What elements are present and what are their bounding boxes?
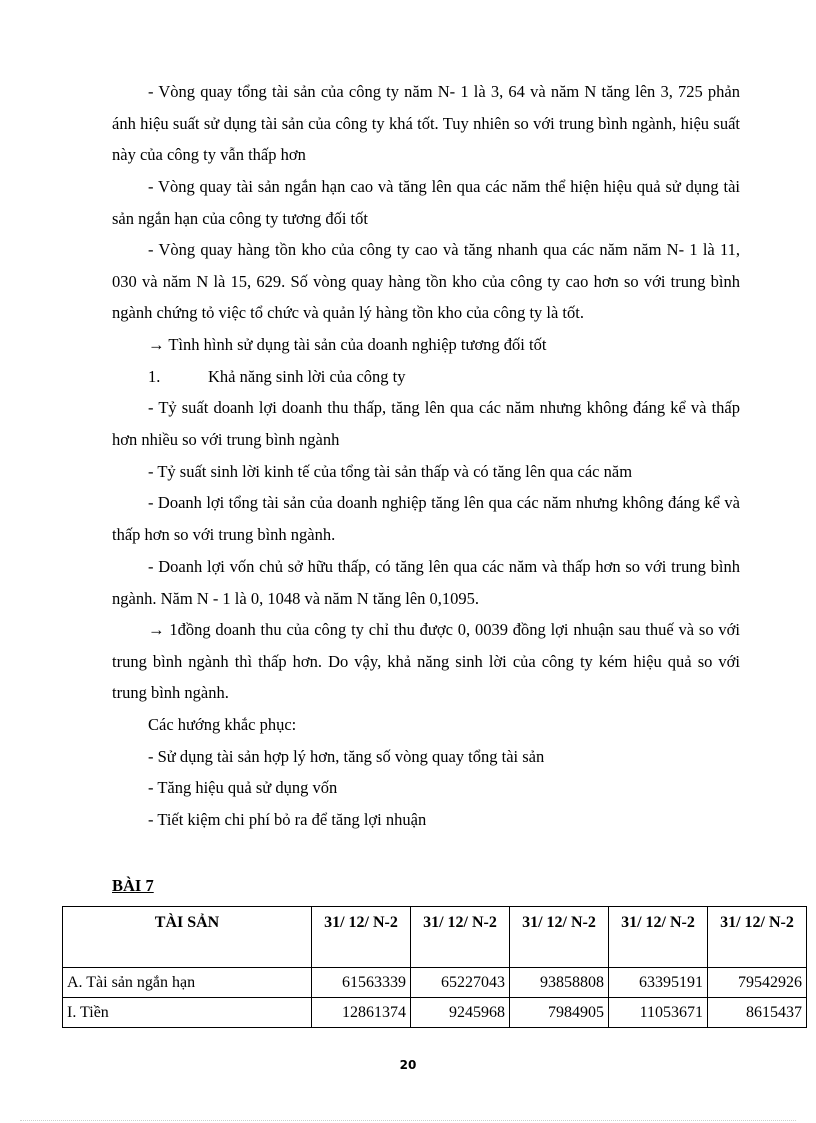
table-cell: 65227043 [411,968,510,998]
table-header-cell: TÀI SẢN [63,907,312,968]
paragraph-short-term-asset-turnover: - Vòng quay tài sản ngắn hạn cao và tăng lên qua các năm thể hiện hiệu quả sử dụng tài sản ngắn hạn của công ty tương đối tốt [112,177,740,228]
remedy-item: - Sử dụng tài sản hợp lý hơn, tăng số vòng quay tổng tài sản [148,747,545,766]
conclusion-asset-usage: → Tình hình sử dụng tài sản của doanh nghiệp tương đối tốt [148,335,547,354]
table-cell: 61563339 [312,968,411,998]
paragraph-return-on-sales: - Tỷ suất doanh lợi doanh thu thấp, tăng lên qua các năm nhưng không đáng kể và thấp hơn nhiều so với trung bình ngành [112,398,740,449]
numbered-heading-profitability [148,361,406,393]
table-cell: 7984905 [510,998,609,1028]
remedy-item: - Tiết kiệm chi phí bỏ ra để tăng lợi nhuận [148,810,427,829]
paragraph-return-on-equity: - Doanh lợi vốn chủ sở hữu thấp, có tăng lên qua các năm và thấp hơn so với trung bình ngành. Năm N - 1 là 0, 1048 và năm N tăng lên 0,1095. [112,557,740,608]
table-cell: I. Tiền [63,998,312,1028]
table-cell: 11053671 [609,998,708,1028]
page-number: 20 [399,1058,417,1072]
paragraph-return-on-assets: - Doanh lợi tổng tài sản của doanh nghiệp tăng lên qua các năm nhưng không đáng kể và thấp hơn so với trung bình ngành. [112,493,740,544]
paragraph-profit-conclusion: → 1đồng doanh thu của công ty chỉ thu được 0, 0039 đồng lợi nhuận sau thuế và so với trung bình ngành thì thấp hơn. Do vậy, khả năng sinh lời của công ty kém hiệu quả so với trung bình ngành. [112,620,740,702]
page-divider [20,1120,796,1121]
table-header-cell: 31/ 12/ N-2 [510,907,609,968]
table-cell: 79542926 [708,968,807,998]
paragraph-total-asset-turnover: - Vòng quay tổng tài sản của công ty năm N- 1 là 3, 64 và năm N tăng lên 3, 725 phản ánh hiệu suất sử dụng tài sản của công ty khá tốt. Tuy nhiên so với trung bình ngành, hiệu suất này của công ty vẫn thấp hơn [112,82,740,164]
remedies-title: Các hướng khắc phục: [148,715,297,734]
table-header-cell: 31/ 12/ N-2 [708,907,807,968]
table-cell: A. Tài sản ngắn hạn [63,968,312,998]
table-header-cell: 31/ 12/ N-2 [312,907,411,968]
paragraph-economic-return: - Tỷ suất sinh lời kinh tế của tổng tài sản thấp và có tăng lên qua các năm [148,462,633,481]
table-row [63,968,807,998]
table-header-cell: 31/ 12/ N-2 [411,907,510,968]
table-header-row [63,907,807,968]
balance-table [62,906,807,1028]
table-cell: 9245968 [411,998,510,1028]
remedy-item: - Tăng hiệu quả sử dụng vốn [148,778,338,797]
paragraph-inventory-turnover: - Vòng quay hàng tồn kho của công ty cao và tăng nhanh qua các năm năm N- 1 là 11, 030 và năm N là 15, 629. Số vòng quay hàng tồn kho của công ty cao hơn so với trung bình ngành chứng tỏ việc tổ chức và quản lý hàng tồn kho của công ty là tốt. [112,240,740,322]
numbered-heading-text: Khả năng sinh lời của công ty [208,367,406,386]
table-cell: 93858808 [510,968,609,998]
table-row [63,998,807,1028]
table-cell: 12861374 [312,998,411,1028]
table-header-cell: 31/ 12/ N-2 [609,907,708,968]
numbered-heading-number: 1. [148,367,161,386]
table-cell: 63395191 [609,968,708,998]
section-heading: BÀI 7 [112,876,154,895]
table-cell: 8615437 [708,998,807,1028]
